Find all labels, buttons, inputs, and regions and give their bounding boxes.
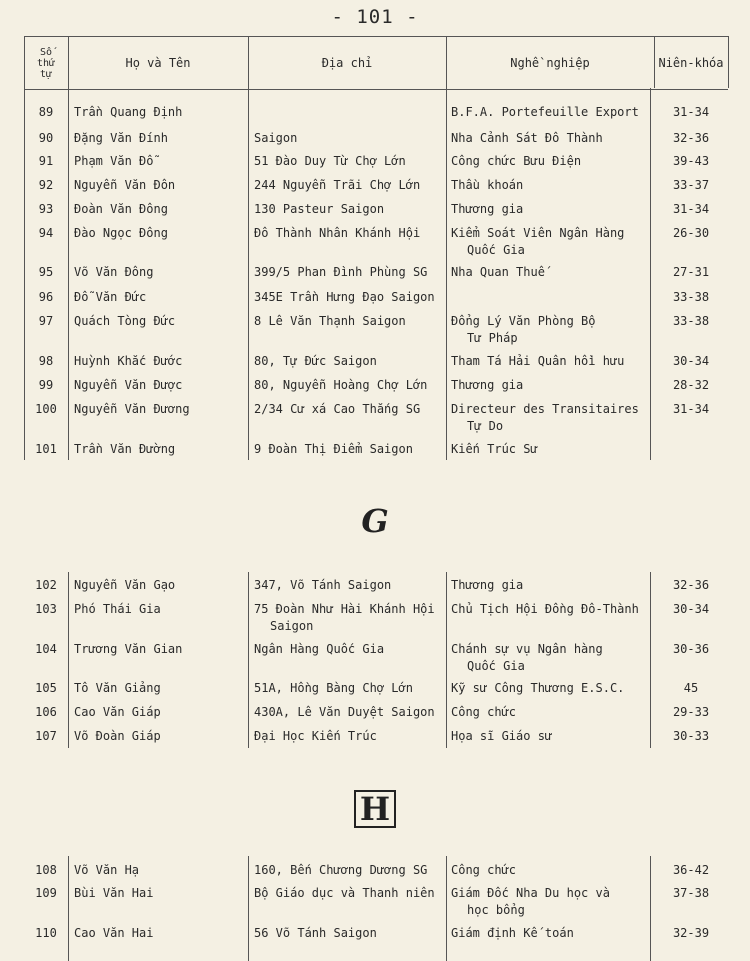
row-name: Đào Ngọc Đông xyxy=(74,226,168,240)
row-occupation-line2: học bổng xyxy=(467,903,525,917)
row-years: 31-34 xyxy=(672,202,710,216)
row-name: Nguyễn Văn Được xyxy=(74,378,183,392)
section1-rule-b xyxy=(68,88,69,460)
header-border-left xyxy=(24,36,25,88)
row-address: Đô Thành Nhân Khánh Hội xyxy=(254,226,421,240)
row-no: 94 xyxy=(38,226,54,240)
row-name: Nguyễn Văn Đôn xyxy=(74,178,176,192)
row-name: Đoàn Văn Đông xyxy=(74,202,168,216)
row-name: Huỳnh Khắc Đước xyxy=(74,354,183,368)
row-years: 33-38 xyxy=(672,290,710,304)
row-no: 93 xyxy=(38,202,54,216)
header-no xyxy=(24,37,68,89)
row-name: Võ Văn Đông xyxy=(74,265,154,279)
row-no: 102 xyxy=(35,578,57,592)
header-address: Địa chỉ xyxy=(321,56,373,70)
row-no: 107 xyxy=(35,729,57,743)
row-occupation-line2: Tư Pháp xyxy=(467,331,518,345)
row-years: 32-39 xyxy=(672,926,710,940)
row-occupation: Thầu khoán xyxy=(451,178,524,192)
row-no: 104 xyxy=(35,642,57,656)
page-number: - 101 - xyxy=(331,6,419,28)
row-no: 103 xyxy=(35,602,57,616)
row-occupation xyxy=(451,641,653,675)
section2-rule-b xyxy=(68,572,69,748)
row-years: 27-31 xyxy=(672,265,710,279)
row-occupation xyxy=(451,885,653,919)
row-years: 37-38 xyxy=(672,886,710,900)
row-address: Saigon xyxy=(254,131,298,145)
row-address: 345E Trần Hưng Đạo Saigon xyxy=(254,290,435,304)
row-years: 32-36 xyxy=(672,131,710,145)
row-occupation: Họa sĩ Giáo sư xyxy=(451,729,553,743)
row-no: 97 xyxy=(38,314,54,328)
row-years: 31-34 xyxy=(672,402,710,416)
row-no: 106 xyxy=(35,705,57,719)
row-occupation: Thương gia xyxy=(451,578,524,592)
row-address: Ngân Hàng Quốc Gia xyxy=(254,642,385,656)
section2-rule-c xyxy=(248,572,249,748)
row-name: Nguyễn Văn Đương xyxy=(74,402,190,416)
header-no-line3: tự xyxy=(39,68,53,80)
row-address: 160, Bến Chương Dương SG xyxy=(254,863,428,877)
header-divider-4 xyxy=(654,36,655,88)
header-name: Họ và Tên xyxy=(125,56,191,70)
header-occupation: Nghề nghiệp xyxy=(510,56,590,70)
row-years: 30-34 xyxy=(672,602,710,616)
row-no: 95 xyxy=(38,265,54,279)
row-occupation-line1: Directeur des Transitaires xyxy=(451,402,639,416)
row-occupation: Thương gia xyxy=(451,202,524,216)
row-address: 9 Đoàn Thị Điểm Saigon xyxy=(254,442,413,456)
row-address: 130 Pasteur Saigon xyxy=(254,202,385,216)
row-years: 39-43 xyxy=(672,154,710,168)
row-years: 33-38 xyxy=(672,314,710,328)
row-occupation-line1: Kiểm Soát Viên Ngân Hàng xyxy=(451,226,625,240)
section3-rule-c xyxy=(248,856,249,961)
row-name: Trần Quang Định xyxy=(74,105,183,119)
row-occupation-line2: Quốc Gia xyxy=(467,243,525,257)
row-no: 98 xyxy=(38,354,54,368)
row-occupation: Công chức Bưu Điện xyxy=(451,154,582,168)
row-years: 36-42 xyxy=(672,863,710,877)
row-address: 244 Nguyễn Trãi Chợ Lớn xyxy=(254,178,421,192)
row-name: Võ Đoàn Giáp xyxy=(74,729,161,743)
row-years: 33-37 xyxy=(672,178,710,192)
table-header xyxy=(24,36,728,90)
row-name: Nguyễn Văn Gạo xyxy=(74,578,176,592)
row-name: Cao Văn Giáp xyxy=(74,705,161,719)
row-years: 31-34 xyxy=(672,105,710,119)
section3-rule-d xyxy=(446,856,447,961)
row-occupation: Chủ Tịch Hội Đồng Đô-Thành xyxy=(451,602,639,616)
header-divider-2 xyxy=(248,36,249,88)
row-no: 109 xyxy=(35,886,57,900)
row-name: Đỗ Văn Đức xyxy=(74,290,147,304)
row-occupation: Công chức xyxy=(451,863,517,877)
row-name: Trương Văn Gian xyxy=(74,642,183,656)
row-occupation: Nha Cảnh Sát Đô Thành xyxy=(451,131,603,145)
header-divider-1 xyxy=(68,36,69,88)
row-no: 92 xyxy=(38,178,54,192)
row-occupation: Kỹ sư Công Thương E.S.C. xyxy=(451,681,625,695)
row-address: 51A, Hồng Bàng Chợ Lớn xyxy=(254,681,413,695)
row-years: 30-33 xyxy=(672,729,710,743)
row-occupation-line2: Quốc Gia xyxy=(467,659,525,673)
section3-rule-b xyxy=(68,856,69,961)
header-no-line1: Số xyxy=(39,46,53,58)
row-occupation-line1: Đổng Lý Văn Phòng Bộ xyxy=(451,314,596,328)
row-no: 105 xyxy=(35,681,57,695)
row-occupation: Công chức xyxy=(451,705,517,719)
row-no: 89 xyxy=(38,105,54,119)
row-years: 30-36 xyxy=(672,642,710,656)
section-letter-h-text: H xyxy=(354,790,396,828)
row-name: Quách Tòng Đức xyxy=(74,314,176,328)
row-no: 91 xyxy=(38,154,54,168)
row-no: 108 xyxy=(35,863,57,877)
row-address: Bộ Giáo dục và Thanh niên xyxy=(254,886,435,900)
row-occupation-line1: Giám Đốc Nha Du học và xyxy=(451,886,610,900)
row-no: 100 xyxy=(35,402,57,416)
row-address: 399/5 Phan Đình Phùng SG xyxy=(254,265,428,279)
row-occupation xyxy=(451,313,653,347)
row-address: 56 Võ Tánh Saigon xyxy=(254,926,377,940)
row-occupation-line2: Tự Do xyxy=(467,419,504,433)
row-name: Phạm Văn Đỗ xyxy=(74,154,154,168)
row-occupation: Tham Tá Hải Quân hồi hưu xyxy=(451,354,625,368)
row-address: 347, Võ Tánh Saigon xyxy=(254,578,392,592)
row-occupation: B.F.A. Portefeuille Export xyxy=(451,105,639,119)
row-address-line2: Saigon xyxy=(270,619,314,633)
row-years: 45 xyxy=(683,681,699,695)
section-letter-h xyxy=(0,790,750,828)
section2-rule-d xyxy=(446,572,447,748)
row-name: Tô Văn Giảng xyxy=(74,681,161,695)
row-address: 430A, Lê Văn Duyệt Saigon xyxy=(254,705,435,719)
row-name: Cao Văn Hai xyxy=(74,926,154,940)
section1-rule-d xyxy=(446,88,447,460)
row-years: 30-34 xyxy=(672,354,710,368)
header-no-line2: thứ xyxy=(36,57,56,69)
row-occupation: Nha Quan Thuế xyxy=(451,265,545,279)
row-no: 96 xyxy=(38,290,54,304)
row-occupation xyxy=(451,225,653,259)
row-address: 8 Lê Văn Thạnh Saigon xyxy=(254,314,406,328)
row-no: 90 xyxy=(38,131,54,145)
row-address: Đại Học Kiến Trúc xyxy=(254,729,377,743)
row-years: 29-33 xyxy=(672,705,710,719)
row-occupation: Thương gia xyxy=(451,378,524,392)
row-name: Bùi Văn Hai xyxy=(74,886,154,900)
row-no: 101 xyxy=(35,442,57,456)
header-border-right xyxy=(728,36,729,88)
row-no: 110 xyxy=(35,926,57,940)
row-address: 80, Tự Đức Saigon xyxy=(254,354,377,368)
row-occupation: Kiến Trúc Sư xyxy=(451,442,538,456)
row-address: 80, Nguyễn Hoàng Chợ Lớn xyxy=(254,378,428,392)
row-no: 99 xyxy=(38,378,54,392)
section-letter-g: G xyxy=(361,502,389,540)
row-address: 2/34 Cư xá Cao Thắng SG xyxy=(254,402,421,416)
row-years: 26-30 xyxy=(672,226,710,240)
row-occupation: Giám định Kế toán xyxy=(451,926,574,940)
section1-rule-c xyxy=(248,88,249,460)
row-name: Đặng Văn Đính xyxy=(74,131,168,145)
row-years: 32-36 xyxy=(672,578,710,592)
header-years: Niên-khóa xyxy=(658,56,724,70)
row-address: 51 Đào Duy Từ Chợ Lớn xyxy=(254,154,406,168)
row-name: Phó Thái Gia xyxy=(74,602,161,616)
row-address xyxy=(254,601,446,635)
header-divider-3 xyxy=(446,36,447,88)
row-occupation-line1: Chánh sự vụ Ngân hàng xyxy=(451,642,603,656)
row-name: Trần Văn Đường xyxy=(74,442,176,456)
row-occupation xyxy=(451,401,653,435)
row-name: Võ Văn Hạ xyxy=(74,863,140,877)
row-years: 28-32 xyxy=(672,378,710,392)
row-address-line1: 75 Đoàn Như Hài Khánh Hội xyxy=(254,602,435,616)
